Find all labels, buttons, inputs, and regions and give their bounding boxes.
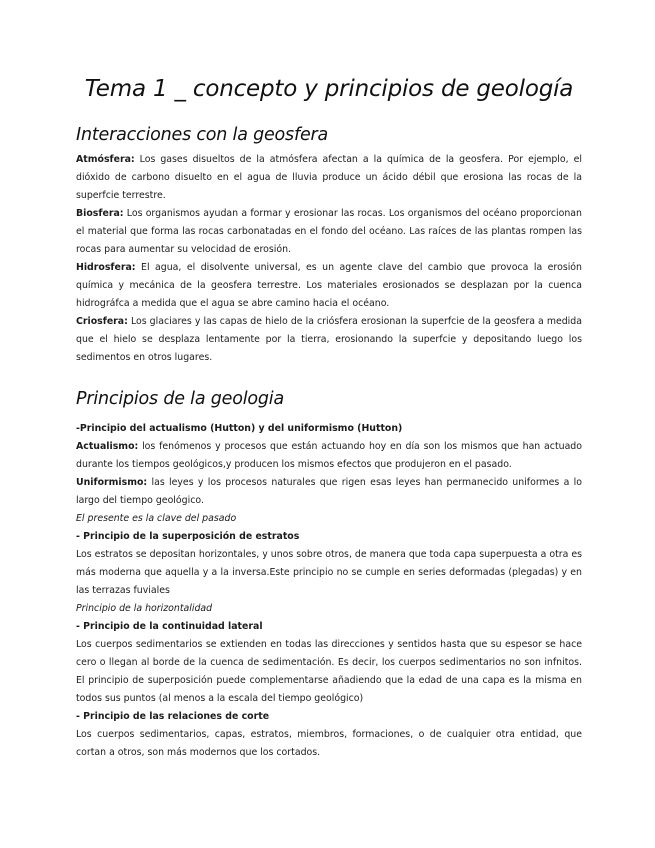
paragraph-biosfera <box>76 205 582 259</box>
paragraph-criosfera <box>76 313 582 367</box>
heading-relaciones-corte: - Principio de las relaciones de corte <box>76 711 270 722</box>
paragraph-hidrosfera <box>76 259 582 313</box>
heading-actualismo-uniformismo: -Principio del actualismo (Hutton) y del uniformismo (Hutton) <box>76 423 403 434</box>
page-title: Tema 1 _ concepto y principios de geología <box>84 76 574 102</box>
term-actualismo: Actualismo: <box>76 441 139 452</box>
text-actualismo: los fenómenos y procesos que están actuando hoy en día son los mismos que han actuado durante los tiempos geológicos,y producen los mismos efectos que produjeron en el pasado. <box>76 441 582 470</box>
text-atmosfera: Los gases disueltos de la atmósfera afectan a la química de la geosfera. Por ejemplo, el dióxido de carbono disuelto en el agua de lluvia produce un ácido débil que erosiona las rocas de la superfcie terrestre. <box>76 154 582 201</box>
text-hidrosfera: El agua, el disolvente universal, es un agente clave del cambio que provoca la erosión química y mecánica de la geosfera terrestre. Los materiales erosionados se desplazan por la cuenca hidrográfca a medida que el agua se abre camino hacia el océano. <box>76 262 582 309</box>
text-biosfera: Los organismos ayudan a formar y erosionar las rocas. Los organismos del océano proporcionan el material que forma las rocas carbonatadas en el fondo del océano. Las raíces de las plantas rompen las rocas para aumentar su velocidad de erosión. <box>76 208 582 255</box>
heading-continuidad-lateral: - Principio de la continuidad lateral <box>76 621 263 632</box>
heading-superposicion: - Principio de la superposición de estratos <box>76 531 300 542</box>
paragraph-relaciones-corte: Los cuerpos sedimentarios, capas, estratos, miembros, formaciones, o de cualquier otra entidad, que cortan a otros, son más modernos que los cortados. <box>76 729 582 758</box>
text-criosfera: Los glaciares y las capas de hielo de la criósfera erosionan la superfcie de la geosfera a medida que el hielo se desplaza lentamente por la tierra, erosionando la superfcie y depositando luego los sedimentos en otros lugares. <box>76 316 582 363</box>
term-hidrosfera: Hidrosfera: <box>76 262 136 273</box>
paragraph-actualismo <box>76 438 582 474</box>
paragraph-uniformismo <box>76 474 582 510</box>
section-heading-interacciones: Interacciones con la geosfera <box>76 125 329 145</box>
paragraph-atmosfera <box>76 151 582 205</box>
section-heading-principios: Principios de la geologia <box>76 389 284 409</box>
term-biosfera: Biosfera: <box>76 208 124 219</box>
term-uniformismo: Uniformismo: <box>76 477 148 488</box>
principios-paragraphs <box>76 420 582 762</box>
note-horizontalidad: Principio de la horizontalidad <box>76 603 213 614</box>
text-uniformismo: las leyes y los procesos naturales que rigen esas leyes han permanecido uniformes a lo largo del tiempo geológico. <box>76 477 582 506</box>
uniformismo-motto: El presente es la clave del pasado <box>76 513 237 524</box>
interacciones-paragraphs <box>76 151 582 367</box>
paragraph-continuidad-lateral: Los cuerpos sedimentarios se extienden en todas las direcciones y sentidos hasta que su espesor se hace cero o llegan al borde de la cuenca de sedimentación. Es decir, los cuerpos sedimentarios no son infnitos. El principio de superposición puede complementarse añadiendo que la edad de una capa es la misma en todos sus puntos (al menos a la escala del tiempo geológico) <box>76 639 582 704</box>
term-atmosfera: Atmósfera: <box>76 154 135 165</box>
paragraph-superposicion: Los estratos se depositan horizontales, y unos sobre otros, de manera que toda capa superpuesta a otra es más moderna que aquella y a la inversa.Este principio no se cumple en series deformadas (plegadas) y en las terrazas fuviales <box>76 549 582 596</box>
term-criosfera: Criosfera: <box>76 316 128 327</box>
